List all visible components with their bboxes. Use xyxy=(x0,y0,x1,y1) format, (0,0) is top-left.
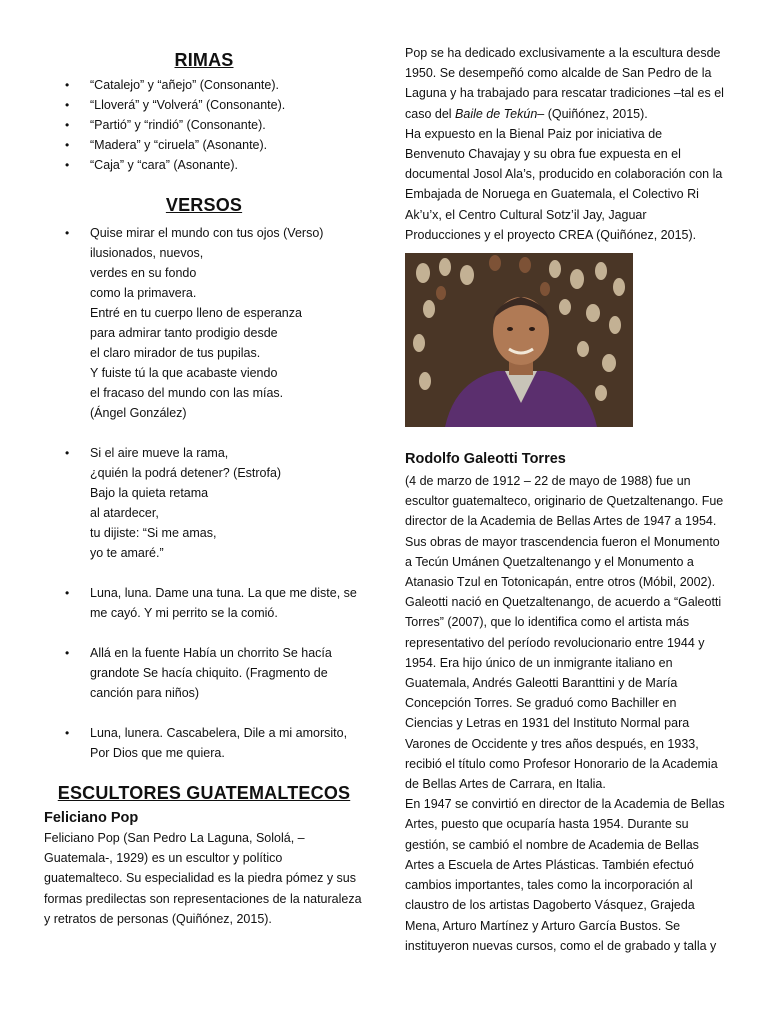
feliciano-pop-bio: Feliciano Pop (San Pedro La Laguna, Sololá, – Guatemala-, 1929) es un escultor y político guatemalteco. Su especialidad es la piedra pómez y sus formas predilectas son representaciones de la naturaleza y retratos de personas (Quiñónez, 2015). xyxy=(44,831,362,926)
verse-line: canción para niños) xyxy=(90,686,200,700)
rimas-list xyxy=(44,75,364,175)
list-item xyxy=(44,583,364,623)
list-item: • “Caja” y “cara” (Asonante). xyxy=(44,155,364,175)
verse-line: el claro mirador de tus pupilas. xyxy=(90,346,261,360)
bio-text: – (Quiñónez, 2015). xyxy=(537,106,648,121)
verse-line: • Luna, luna. Dame una tuna. La que me diste, se xyxy=(90,586,357,600)
verse-line: me cayó. Y mi perrito se la comió. xyxy=(90,606,278,620)
verse-line: para admirar tanto prodigio desde xyxy=(90,326,278,340)
list-item xyxy=(44,643,364,703)
verse-line: Bajo la quieta retama xyxy=(90,486,209,500)
verse-line: • Allá en la fuente Había un chorrito Se hacía xyxy=(90,646,332,660)
list-item: • “Partió” y “rindió” (Consonante). xyxy=(44,115,364,135)
list-item xyxy=(44,223,364,423)
verse-line: verdes en su fondo xyxy=(90,266,197,280)
rodolfo-galeotti-bio-3: En 1947 se convirtió en director de la Academia de Bellas Artes, puesto que ocuparía hasta 1954. Durante su gestión, se cambió el nombre de Academia de Bellas Artes a Escuela de Artes Plásticas. También efectuó cambios importantes, tales como la incorporación al claustro de los artistas Dagoberto Vásquez, Grajeda Mena, Arturo Martínez y Arturo García Bustos. Se instituyeron nuevas cursos, como el de grabado y talla y xyxy=(405,797,725,953)
list-item xyxy=(44,443,364,563)
verse-line: Y fuiste tú la que acabaste viendo xyxy=(90,366,278,380)
verse-line: Por Dios que me quiera. xyxy=(90,746,225,760)
escultores-heading: ESCULTORES GUATEMALTECOS xyxy=(57,783,351,803)
rodolfo-galeotti-bio-2: Galeotti nació en Quetzaltenango, de acuerdo a “Galeotti Torres” (2007), que lo identifica como el artista más representativo del período revolucionario entre 1944 y 1954. Era hijo único de un inmigrante italiano en Guatemala, Andrés Galeotti Baranttini y de María Concepción Torres. Se graduó como Bachiller en Ciencias y Letras en 1931 del Instituto Normal para Varones de Occidente y tres años después, en 1933, recibió el título como Profesor Honorario de la Academia de Bellas Artes de Carrara, en Italia. xyxy=(405,595,722,792)
verse-line: (Ángel González) xyxy=(90,406,187,420)
feliciano-pop-exhibitions: Ha expuesto en la Bienal Paiz por iniciativa de Benvenuto Chavajay y su obra fue expuesta en el documental Josol Ala’s, producido en colaboración con la Embajada de Noruega en Guatemala, el Colectivo Ri Ak’u’x, el Centro Cultural Sotz’il Jay, Jaguar Producciones y el proyecto CREA (Quiñónez, 2015). xyxy=(405,126,723,242)
bio-text: Pop se ha dedicado exclusivamente a la escultura desde 1950. Se desempeñó como alcalde de San Pedro de la Laguna y ha trabajado para rescatar tradiciones –tal es el caso del xyxy=(405,46,724,121)
rimas-heading: RIMAS xyxy=(174,50,234,70)
versos-list xyxy=(44,223,364,763)
verse-line: yo te amaré.” xyxy=(90,546,164,560)
feliciano-pop-name: Feliciano Pop xyxy=(44,810,139,826)
list-item xyxy=(44,723,364,763)
list-item: • “Madera” y “ciruela” (Asonante). xyxy=(44,135,364,155)
list-item: • “Lloverá” y “Volverá” (Consonante). xyxy=(44,95,364,115)
feliciano-pop-photo xyxy=(405,253,633,427)
verse-line: ilusionados, nuevos, xyxy=(90,246,204,260)
verse-line: tu dijiste: “Si me amas, xyxy=(90,526,217,540)
verse-line: • Si el aire mueve la rama, xyxy=(90,446,229,460)
verse-line: como la primavera. xyxy=(90,286,197,300)
bio-italic-title: Baile de Tekún xyxy=(455,106,538,121)
verse-line: • Quise mirar el mundo con tus ojos (Verso) xyxy=(90,226,324,240)
feliciano-pop-bio-continued xyxy=(405,43,725,124)
list-item: • “Catalejo” y “añejo” (Consonante). xyxy=(44,75,364,95)
verse-line: al atardecer, xyxy=(90,506,159,520)
versos-heading: VERSOS xyxy=(165,195,243,215)
verse-line: ¿quién la podrá detener? (Estrofa) xyxy=(90,466,282,480)
verse-line: • Luna, lunera. Cascabelera, Dile a mi amorsito, xyxy=(90,726,348,740)
verse-line: grandote Se hacía chiquito. (Fragmento de xyxy=(90,666,328,680)
rodolfo-galeotti-bio-1: (4 de marzo de 1912 – 22 de mayo de 1988) fue un escultor guatemalteco, originario de Quetzaltenango. Fue director de la Academia de Bellas Artes de 1947 a 1954. Sus obras de mayor trascendencia fueron el Monumento a Tecún Umánen Quetzaltenango y el Monumento a Atanasio Tzul en Totonicapán, entre otros (Móbil, 2002). xyxy=(405,474,724,590)
left-column xyxy=(44,46,364,929)
rodolfo-galeotti-name: Rodolfo Galeotti Torres xyxy=(405,451,566,468)
right-column xyxy=(405,43,725,956)
verse-line: Entré en tu cuerpo lleno de esperanza xyxy=(90,306,302,320)
verse-line: el fracaso del mundo con las mías. xyxy=(90,386,284,400)
